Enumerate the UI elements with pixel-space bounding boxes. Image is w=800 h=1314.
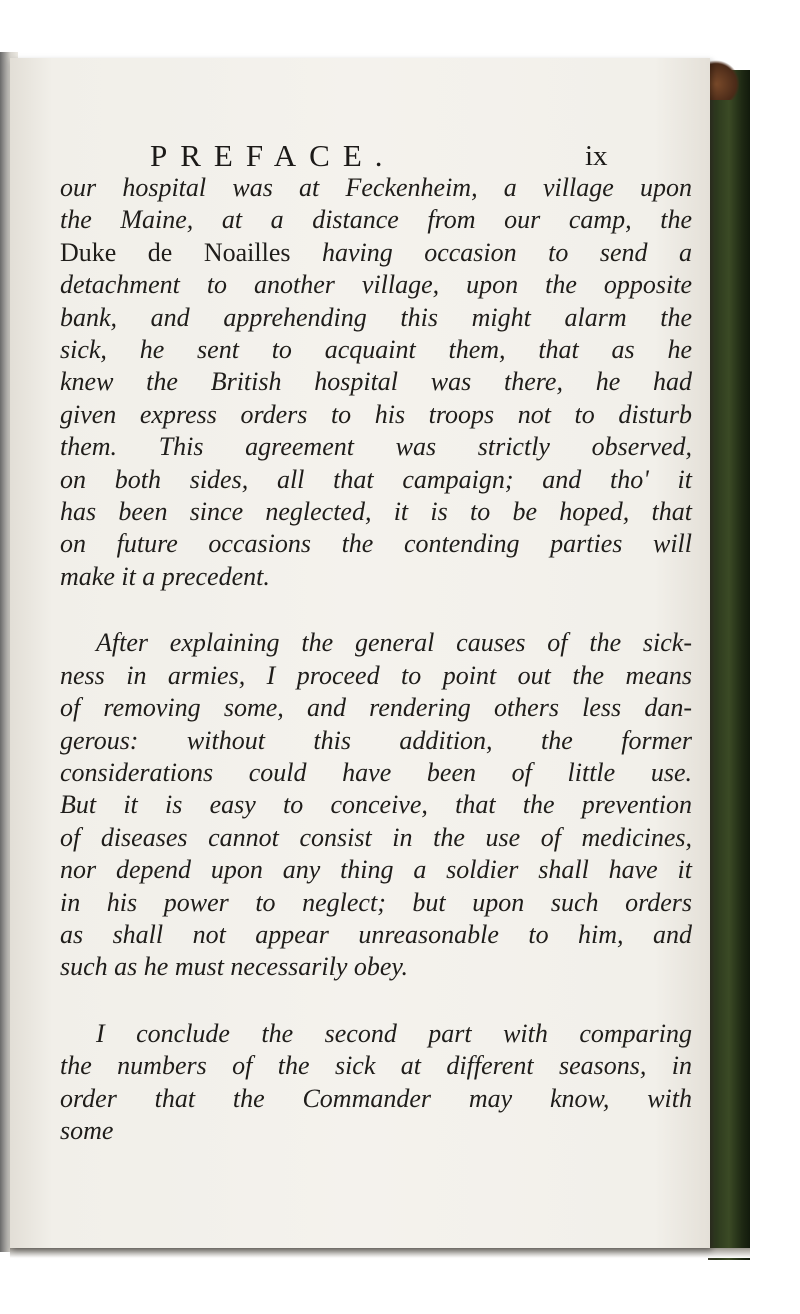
text-segment: in his power to neglect; but upon such orders <box>60 887 692 917</box>
text-segment: the Maine, at a distance from our camp, the <box>60 205 692 235</box>
text-line <box>60 496 692 528</box>
text-segment: the numbers of the sick at different seasons, in <box>60 1051 692 1081</box>
text-segment: bank, and apprehending this might alarm the <box>60 302 692 332</box>
text-segment: them. This agreement was strictly observed, <box>60 432 692 462</box>
text-line <box>60 366 692 398</box>
text-segment: make it a precedent. <box>60 561 270 591</box>
text-segment: sick, he sent to acquaint them, that as he <box>60 335 692 365</box>
text-segment: our hospital was at Feckenheim, a village upon <box>60 173 692 202</box>
text-segment: I conclude the second part with comparing <box>96 1018 692 1048</box>
text-segment: of removing some, and rendering others less dan- <box>60 693 692 723</box>
catchword: some <box>60 1115 114 1145</box>
text-segment: given express orders to his troops not to disturb <box>60 399 692 429</box>
text-segment: on both sides, all that campaign; and tho' it <box>60 464 692 494</box>
text-line <box>60 172 692 204</box>
body-text <box>60 172 692 1147</box>
text-line <box>60 528 692 560</box>
text-segment: has been since neglected, it is to be hoped, that <box>60 497 692 527</box>
text-line <box>60 1050 692 1082</box>
text-line <box>60 887 692 919</box>
text-line <box>60 822 692 854</box>
text-line <box>60 919 692 951</box>
text-segment: of diseases cannot consist in the use of medicines, <box>60 822 692 852</box>
text-segment: After explaining the general causes of the sick- <box>96 628 692 658</box>
text-segment: considerations could have been of little use. <box>60 757 692 787</box>
text-segment: ness in armies, I proceed to point out the means <box>60 660 692 690</box>
text-line <box>60 204 692 236</box>
text-line <box>60 692 692 724</box>
paragraph-gap <box>60 593 692 627</box>
text-segment: having occasion to send a <box>290 237 692 267</box>
name-segment: Duke de Noailles <box>60 237 291 267</box>
text-line <box>60 334 692 366</box>
text-line <box>60 660 692 692</box>
paragraph-gap <box>60 984 692 1018</box>
page-number: ix <box>585 140 608 172</box>
text-segment: as shall not appear unreasonable to him, and <box>60 919 692 949</box>
text-segment: order that the Commander may know, with <box>60 1083 692 1113</box>
text-segment: gerous: without this addition, the former <box>60 725 692 755</box>
text-line <box>60 1018 692 1050</box>
text-line <box>60 627 692 659</box>
page-shadow <box>10 1248 750 1258</box>
text-segment: detachment to another village, upon the opposite <box>60 270 692 300</box>
text-segment: nor depend upon any thing a soldier shall have it <box>60 855 692 885</box>
catchword-line <box>60 1115 692 1147</box>
text-line <box>60 1083 692 1115</box>
text-line <box>60 431 692 463</box>
text-line <box>60 464 692 496</box>
text-line <box>60 561 692 593</box>
text-segment: But it is easy to conceive, that the prevention <box>60 790 692 820</box>
text-line <box>60 302 692 334</box>
text-line <box>60 757 692 789</box>
text-line <box>60 269 692 301</box>
text-line <box>60 789 692 821</box>
text-line <box>60 725 692 757</box>
text-line <box>60 951 692 983</box>
book-binding <box>708 70 750 1260</box>
text-line <box>60 237 692 269</box>
running-head: PREFACE. <box>150 138 396 173</box>
text-segment: such as he must necessarily obey. <box>60 952 409 982</box>
text-line <box>60 854 692 886</box>
text-segment: knew the British hospital was there, he had <box>60 367 692 397</box>
text-segment: on future occasions the contending parties will <box>60 529 692 559</box>
text-line <box>60 399 692 431</box>
